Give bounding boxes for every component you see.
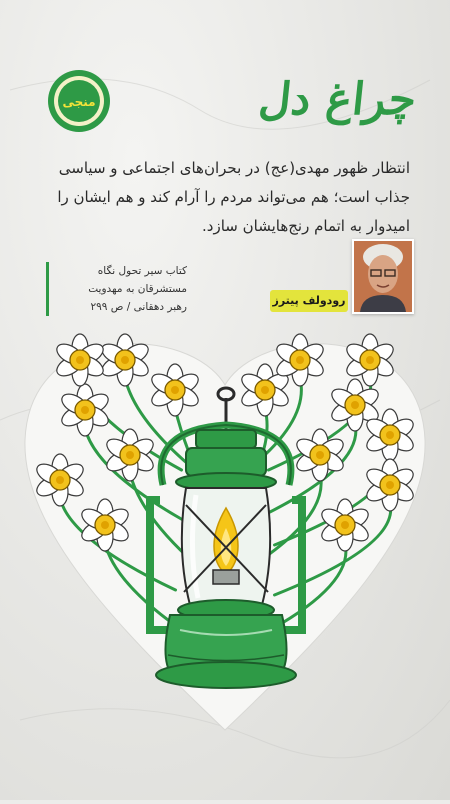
- source-author-page: رهبر دهقانی / ص ۲۹۹: [90, 301, 187, 313]
- source-citation: [46, 262, 187, 316]
- page-title: چراغ دل: [256, 74, 419, 125]
- quote-line: جذاب است؛ هم می‌تواند مردم را آرام کند و هم ایشان را: [57, 188, 410, 206]
- quote-text: [36, 154, 410, 241]
- source-book: کتاب سیر تحول نگاه: [97, 265, 187, 277]
- logo: [46, 68, 112, 134]
- quote-line: امیدوار به اتمام رنج‌هایشان سازد.: [202, 217, 410, 235]
- author-name-badge: رودولف پیترز: [270, 290, 348, 312]
- author-photo: [352, 239, 414, 314]
- logo-text: منجی: [62, 95, 96, 109]
- source-subtitle: مستشرقان به مهدویت: [88, 283, 187, 295]
- heart-lantern-illustration: [0, 330, 450, 800]
- quote-line: انتظار ظهور مهدی(عج) در بحران‌های اجتماعی و سیاسی: [58, 159, 410, 177]
